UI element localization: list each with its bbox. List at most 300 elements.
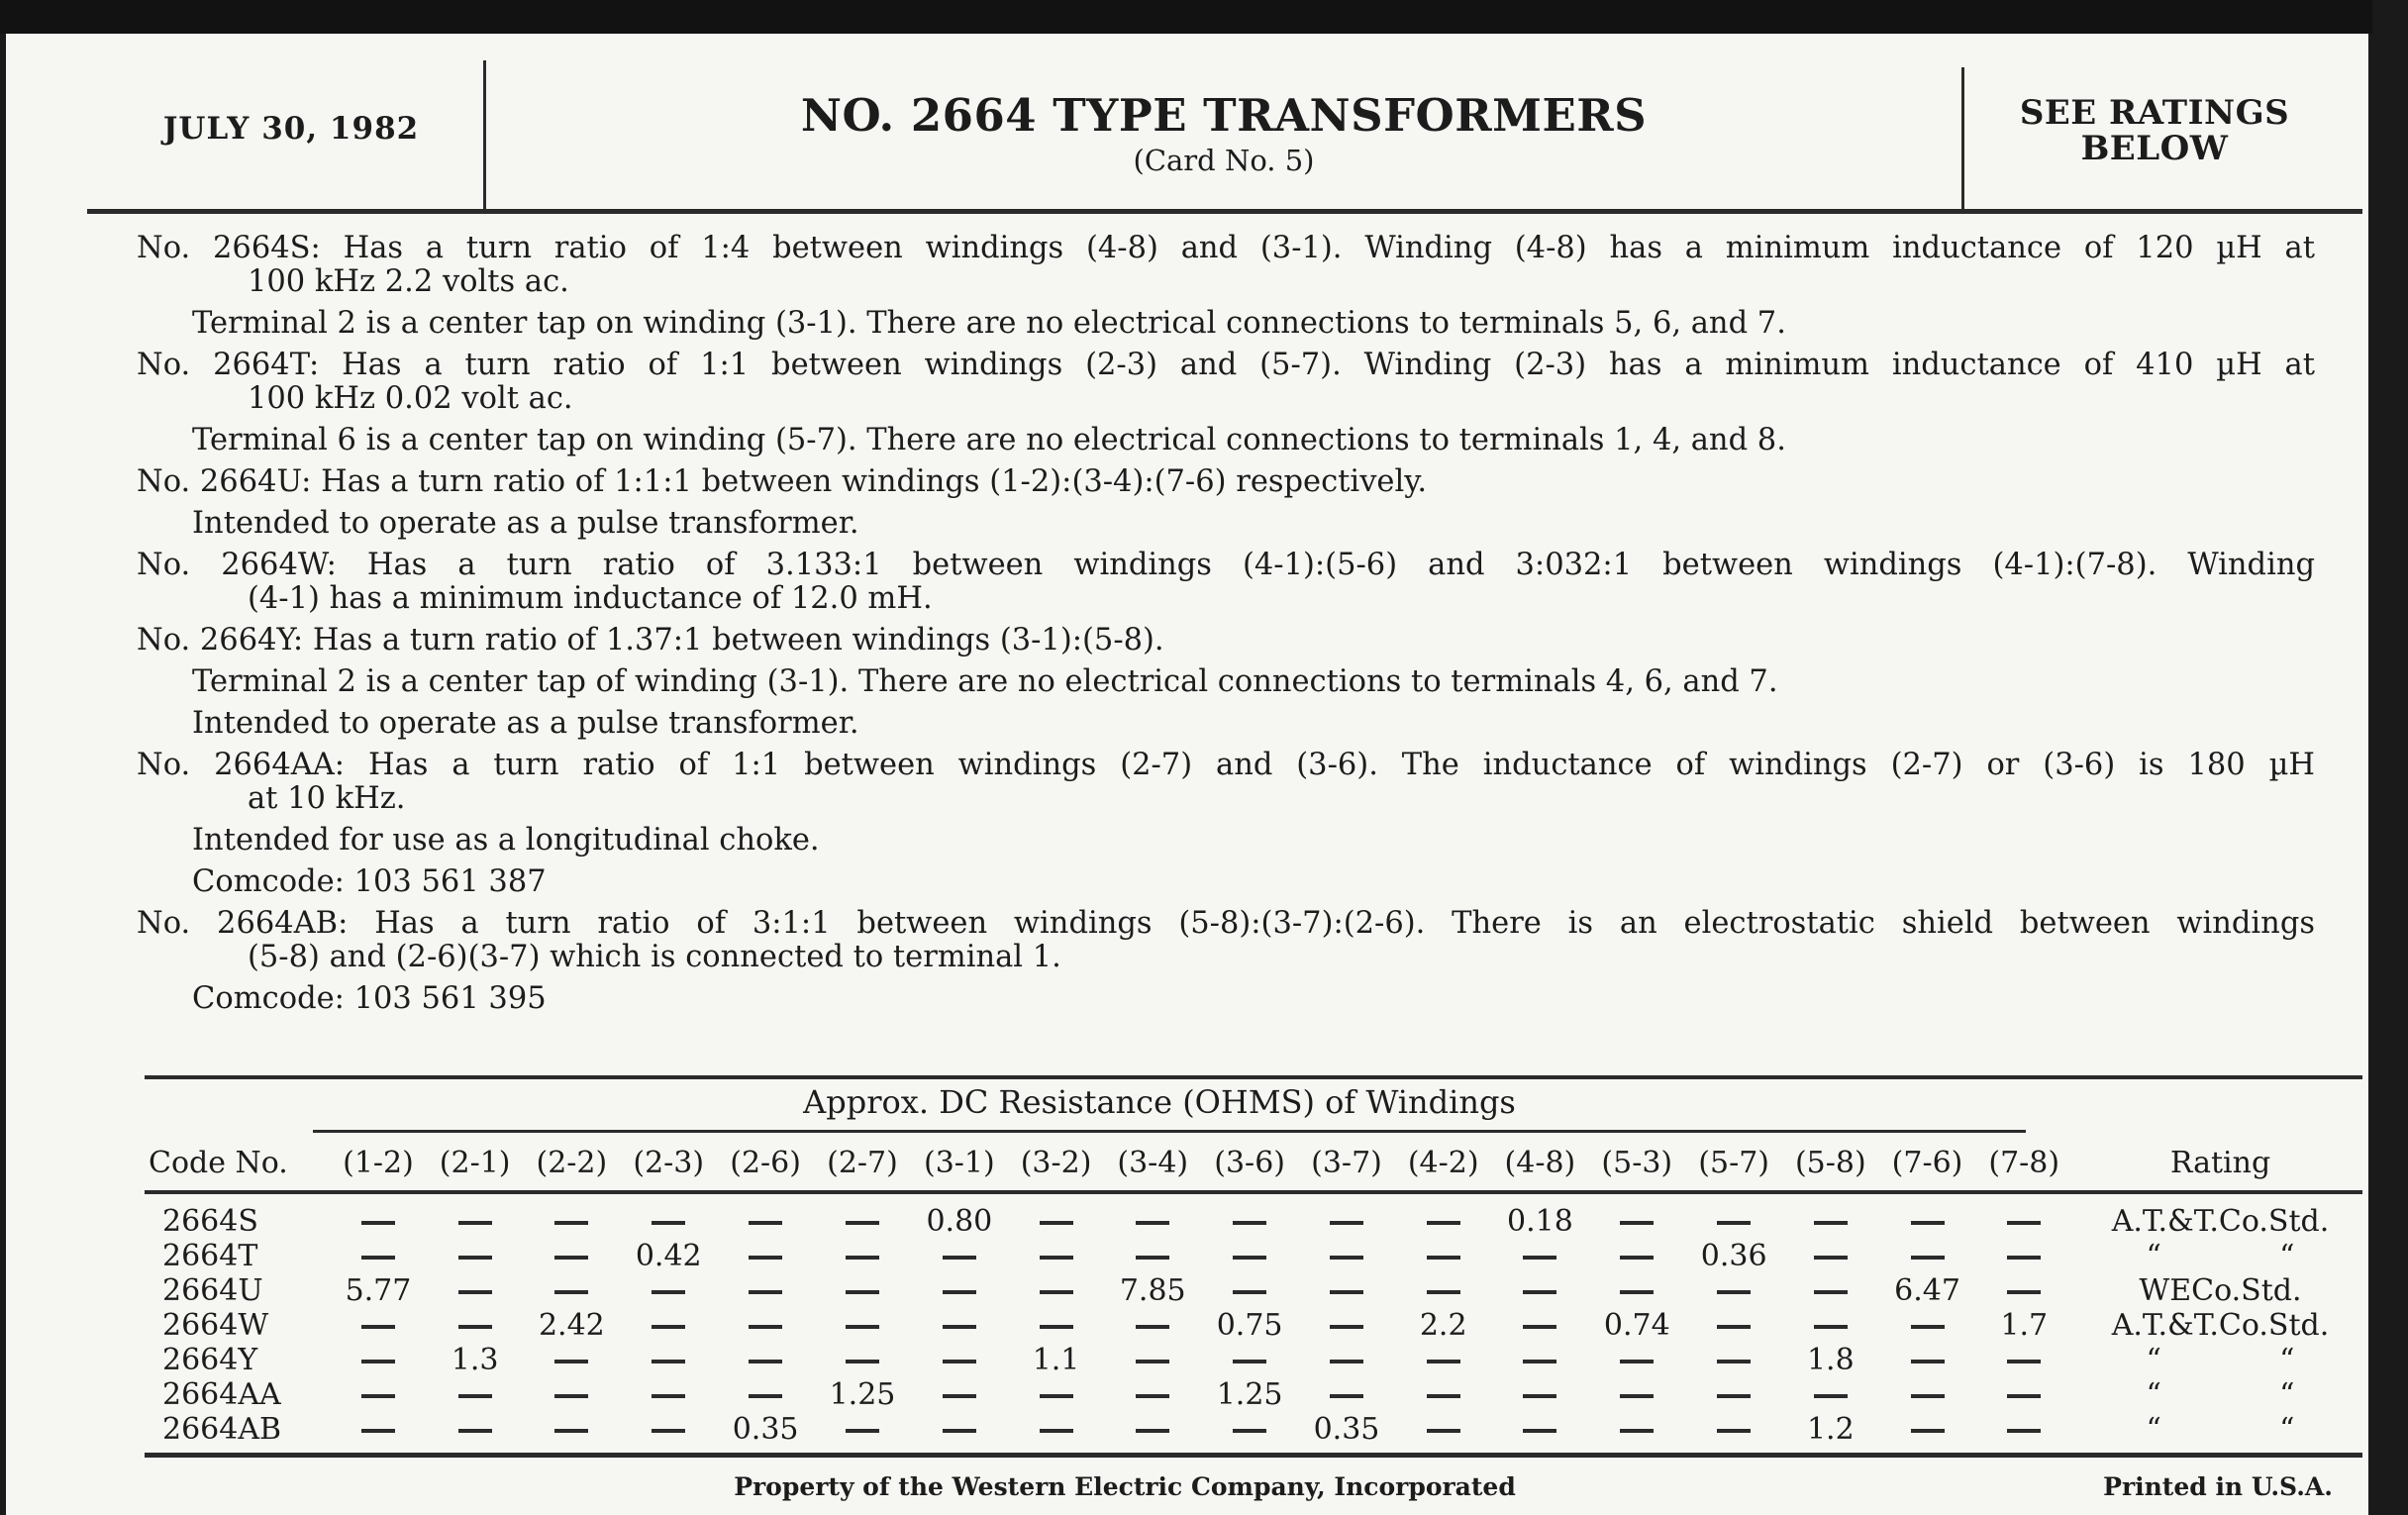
ditto-marks (2146, 1377, 2294, 1412)
empty-dash (652, 1325, 685, 1329)
code-cell: 2664W (162, 1308, 269, 1343)
resistance-cell (1588, 1190, 1685, 1239)
table-row (145, 1412, 2368, 1447)
table-row (145, 1239, 2368, 1273)
scanner-right-edge (2372, 0, 2408, 1515)
footer-printed: Printed in U.S.A. (2103, 1472, 2333, 1501)
spec-paragraph (137, 465, 2315, 541)
resistance-cell (1782, 1377, 1879, 1412)
spec-paragraph (137, 907, 2315, 1016)
ditto-mark: “ (2279, 1239, 2295, 1273)
spec-card (6, 34, 2368, 1515)
winding-column-header: (2-6) (730, 1145, 801, 1180)
empty-dash (1233, 1360, 1266, 1364)
empty-dash (1040, 1256, 1073, 1260)
resistance-cell (1491, 1273, 1588, 1308)
card-title: NO. 2664 TYPE TRANSFORMERS (800, 89, 1648, 142)
resistance-cell (1104, 1412, 1201, 1447)
empty-dash (361, 1429, 395, 1433)
rating-note-line1: SEE RATINGS (2019, 93, 2290, 133)
resistance-cell (717, 1377, 814, 1412)
spec-line: No. 2664AA: Has a turn ratio of 1:1 between windings (2-7) and (3-6). The inductance of windings (2-7) or (3-6) is 180 µH (137, 748, 2315, 782)
resistance-cell (717, 1239, 814, 1273)
winding-column-header: (3-2) (1020, 1145, 1092, 1180)
resistance-cell (330, 1377, 427, 1412)
resistance-cell (1008, 1273, 1105, 1308)
winding-column-header: (5-7) (1698, 1145, 1769, 1180)
spec-paragraph (137, 749, 2315, 899)
empty-dash (943, 1256, 976, 1260)
resistance-cell (1298, 1273, 1395, 1308)
empty-dash (1233, 1290, 1266, 1294)
winding-column-header: (7-8) (1988, 1145, 2060, 1180)
resistance-cell (717, 1273, 814, 1308)
ditto-mark: “ (2146, 1239, 2161, 1273)
spec-note: Intended to operate as a pulse transformer. (192, 506, 859, 541)
rating-text: WECo.Std. (2139, 1273, 2302, 1308)
resistance-cell (427, 1273, 524, 1308)
winding-column-header: (3-1) (924, 1145, 995, 1180)
empty-dash (1911, 1429, 1945, 1433)
empty-dash (943, 1360, 976, 1364)
resistance-cell (1782, 1190, 1879, 1239)
empty-dash (1233, 1256, 1266, 1260)
empty-dash (1330, 1325, 1363, 1329)
header-divider-right (1961, 67, 1964, 211)
table-row (145, 1377, 2368, 1412)
empty-dash (652, 1360, 685, 1364)
empty-dash (1040, 1325, 1073, 1329)
empty-dash (1427, 1221, 1460, 1225)
resistance-cell (330, 1308, 427, 1343)
rating-cell (2072, 1308, 2368, 1343)
code-column-header: Code No. (149, 1145, 288, 1180)
winding-column-header: (2-3) (633, 1145, 705, 1180)
empty-dash (1233, 1429, 1266, 1433)
empty-dash (1717, 1429, 1751, 1433)
resistance-cell (911, 1273, 1008, 1308)
empty-dash (554, 1221, 588, 1225)
empty-dash (1814, 1394, 1848, 1398)
spec-line: No. 2664AB: Has a turn ratio of 3:1:1 between windings (5-8):(3-7):(2-6). There is an electrostatic shield between windings (137, 906, 2315, 941)
resistance-cell (620, 1308, 717, 1343)
resistance-cell (717, 1190, 814, 1239)
description-body (137, 232, 2315, 1016)
resistance-cell: 1.2 (1806, 1412, 1855, 1447)
resistance-cell (1685, 1273, 1782, 1308)
ditto-mark: “ (2146, 1377, 2161, 1412)
empty-dash (1330, 1290, 1363, 1294)
empty-dash (1620, 1290, 1654, 1294)
empty-dash (1427, 1394, 1460, 1398)
spec-paragraph (137, 349, 2315, 457)
empty-dash (846, 1325, 879, 1329)
winding-column-header: (7-6) (1891, 1145, 1963, 1180)
resistance-cell: 1.25 (829, 1377, 896, 1412)
ditto-mark: “ (2279, 1412, 2295, 1447)
resistance-cell (1395, 1343, 1492, 1377)
resistance-cell (1879, 1412, 1976, 1447)
resistance-cell (1395, 1239, 1492, 1273)
empty-dash (458, 1429, 492, 1433)
rating-cell (2072, 1343, 2368, 1377)
resistance-cell (1104, 1343, 1201, 1377)
empty-dash (458, 1256, 492, 1260)
empty-dash (846, 1290, 879, 1294)
header-divider-left (483, 60, 486, 209)
code-cell: 2664U (162, 1273, 263, 1308)
resistance-cell (620, 1412, 717, 1447)
table-group-rule (313, 1130, 2026, 1133)
rating-text: A.T.&T.Co.Std. (2111, 1204, 2330, 1239)
spec-note: Comcode: 103 561 395 (192, 981, 547, 1016)
empty-dash (2007, 1221, 2041, 1225)
empty-dash (1040, 1221, 1073, 1225)
rating-text: A.T.&T.Co.Std. (2111, 1308, 2330, 1343)
resistance-cell: 1.8 (1806, 1343, 1855, 1377)
resistance-cell (1975, 1190, 2072, 1239)
header-rule (87, 209, 2362, 214)
empty-dash (943, 1325, 976, 1329)
empty-dash (1717, 1290, 1751, 1294)
resistance-cell (427, 1190, 524, 1239)
card-subtitle: (Card No. 5) (1133, 144, 1315, 177)
resistance-cell (1879, 1190, 1976, 1239)
empty-dash (361, 1256, 395, 1260)
spec-note: Comcode: 103 561 387 (192, 864, 547, 899)
resistance-cell (1201, 1190, 1298, 1239)
empty-dash (1040, 1394, 1073, 1398)
resistance-table (145, 1135, 2368, 1447)
empty-dash (1717, 1360, 1751, 1364)
empty-dash (2007, 1290, 2041, 1294)
winding-column-header: (3-6) (1214, 1145, 1285, 1180)
resistance-cell (1975, 1239, 2072, 1273)
empty-dash (1620, 1429, 1654, 1433)
empty-dash (361, 1325, 395, 1329)
ditto-marks (2146, 1343, 2294, 1377)
resistance-cell (1491, 1308, 1588, 1343)
resistance-cell (911, 1343, 1008, 1377)
empty-dash (943, 1429, 976, 1433)
empty-dash (1620, 1394, 1654, 1398)
resistance-cell (1879, 1308, 1976, 1343)
ditto-marks (2146, 1239, 2294, 1273)
empty-dash (1330, 1394, 1363, 1398)
resistance-cell (1104, 1239, 1201, 1273)
table-row (145, 1343, 2368, 1377)
resistance-cell (1685, 1412, 1782, 1447)
empty-dash (1717, 1325, 1751, 1329)
resistance-cell: 0.75 (1216, 1308, 1283, 1343)
resistance-cell: 0.35 (732, 1412, 799, 1447)
resistance-cell (1298, 1239, 1395, 1273)
winding-column-header: (3-7) (1311, 1145, 1382, 1180)
empty-dash (361, 1360, 395, 1364)
empty-dash (1427, 1256, 1460, 1260)
resistance-cell (1008, 1190, 1105, 1239)
table-row (145, 1273, 2368, 1308)
empty-dash (458, 1394, 492, 1398)
resistance-cell (1201, 1343, 1298, 1377)
code-cell: 2664Y (162, 1343, 258, 1377)
empty-dash (2007, 1256, 2041, 1260)
resistance-cell (620, 1343, 717, 1377)
empty-dash (1136, 1429, 1169, 1433)
spec-line: No. 2664W: Has a turn ratio of 3.133:1 between windings (4-1):(5-6) and 3:032:1 between windings (4-1):(7-8). Winding (137, 548, 2315, 582)
resistance-cell: 1.25 (1216, 1377, 1283, 1412)
rating-column-header: Rating (2169, 1145, 2271, 1180)
code-cell: 2664S (162, 1204, 258, 1239)
empty-dash (1523, 1360, 1556, 1364)
resistance-cell: 6.47 (1894, 1273, 1960, 1308)
resistance-cell (1975, 1273, 2072, 1308)
empty-dash (1136, 1325, 1169, 1329)
empty-dash (2007, 1394, 2041, 1398)
empty-dash (1427, 1360, 1460, 1364)
rating-note-line2: BELOW (2080, 129, 2229, 168)
table-title: Approx. DC Resistance (OHMS) of Windings (803, 1083, 1516, 1121)
empty-dash (1620, 1221, 1654, 1225)
empty-dash (361, 1394, 395, 1398)
empty-dash (1523, 1290, 1556, 1294)
resistance-cell (1975, 1377, 2072, 1412)
spec-line-continuation: 100 kHz 2.2 volts ac. (248, 264, 569, 299)
ditto-mark: “ (2146, 1343, 2161, 1377)
resistance-cell (330, 1190, 427, 1239)
empty-dash (554, 1290, 588, 1294)
resistance-cell (1782, 1239, 1879, 1273)
ditto-mark: “ (2279, 1377, 2295, 1412)
resistance-cell: 0.18 (1506, 1204, 1573, 1239)
resistance-cell (1975, 1343, 2072, 1377)
resistance-cell (1008, 1412, 1105, 1447)
empty-dash (1620, 1256, 1654, 1260)
empty-dash (2007, 1360, 2041, 1364)
table-header-row (145, 1135, 2368, 1190)
resistance-cell (1491, 1377, 1588, 1412)
resistance-cell (620, 1377, 717, 1412)
resistance-cell: 0.42 (635, 1239, 702, 1273)
code-cell: 2664T (162, 1239, 258, 1273)
resistance-cell (1201, 1239, 1298, 1273)
resistance-cell (1201, 1273, 1298, 1308)
resistance-cell (523, 1343, 620, 1377)
empty-dash (1136, 1394, 1169, 1398)
resistance-cell (1491, 1239, 1588, 1273)
winding-column-header: (5-3) (1601, 1145, 1673, 1180)
resistance-cell (620, 1190, 717, 1239)
empty-dash (554, 1256, 588, 1260)
spec-note: Intended to operate as a pulse transformer. (192, 706, 859, 741)
empty-dash (1427, 1290, 1460, 1294)
table-bottom-rule (145, 1453, 2362, 1458)
winding-column-header: (1-2) (343, 1145, 414, 1180)
scanner-top-edge (0, 0, 2408, 34)
resistance-cell (1588, 1377, 1685, 1412)
resistance-cell (1782, 1273, 1879, 1308)
resistance-cell (1491, 1343, 1588, 1377)
empty-dash (1911, 1256, 1945, 1260)
resistance-cell: 0.36 (1700, 1239, 1767, 1273)
resistance-cell (523, 1412, 620, 1447)
resistance-cell (1395, 1190, 1492, 1239)
code-cell: 2664AA (162, 1377, 281, 1412)
empty-dash (1523, 1394, 1556, 1398)
resistance-cell (1104, 1190, 1201, 1239)
table-row (145, 1190, 2368, 1239)
spec-note: Terminal 2 is a center tap on winding (3-1). There are no electrical connections to terminals 5, 6, and 7. (192, 306, 1786, 341)
empty-dash (554, 1360, 588, 1364)
empty-dash (652, 1290, 685, 1294)
rating-note (1976, 95, 2333, 166)
resistance-cell (1395, 1377, 1492, 1412)
spec-paragraph (137, 624, 2315, 741)
resistance-cell: 1.1 (1032, 1343, 1080, 1377)
empty-dash (1717, 1394, 1751, 1398)
empty-dash (749, 1394, 782, 1398)
rating-cell (2072, 1190, 2368, 1239)
resistance-cell (427, 1377, 524, 1412)
resistance-cell (1685, 1343, 1782, 1377)
resistance-cell: 0.74 (1603, 1308, 1670, 1343)
resistance-cell (1298, 1377, 1395, 1412)
footer-property: Property of the Western Electric Company, Incorporated (734, 1472, 1516, 1501)
resistance-cell (1588, 1273, 1685, 1308)
winding-column-header: (2-2) (536, 1145, 608, 1180)
empty-dash (943, 1394, 976, 1398)
spec-line: No. 2664S: Has a turn ratio of 1:4 between windings (4-8) and (3-1). Winding (4-8) has a minimum inductance of 120 µH at (137, 231, 2315, 265)
empty-dash (1330, 1360, 1363, 1364)
empty-dash (1911, 1221, 1945, 1225)
empty-dash (749, 1290, 782, 1294)
resistance-cell (330, 1343, 427, 1377)
empty-dash (2007, 1429, 2041, 1433)
rating-cell (2072, 1412, 2368, 1447)
empty-dash (1040, 1429, 1073, 1433)
spec-line: No. 2664Y: Has a turn ratio of 1.37:1 between windings (3-1):(5-8). (137, 623, 1164, 657)
resistance-cell (1975, 1412, 2072, 1447)
resistance-cell (1685, 1308, 1782, 1343)
resistance-cell (814, 1190, 911, 1239)
resistance-cell (523, 1190, 620, 1239)
resistance-cell: 2.42 (538, 1308, 605, 1343)
resistance-cell (1879, 1343, 1976, 1377)
empty-dash (1040, 1290, 1073, 1294)
resistance-cell (1685, 1377, 1782, 1412)
empty-dash (1717, 1221, 1751, 1225)
empty-dash (458, 1221, 492, 1225)
ditto-mark: “ (2146, 1412, 2161, 1447)
resistance-cell (620, 1273, 717, 1308)
empty-dash (943, 1290, 976, 1294)
resistance-cell (523, 1377, 620, 1412)
ditto-marks (2146, 1412, 2294, 1447)
resistance-cell (523, 1239, 620, 1273)
spec-paragraph (137, 232, 2315, 341)
resistance-cell (911, 1377, 1008, 1412)
empty-dash (652, 1429, 685, 1433)
resistance-cell (1782, 1308, 1879, 1343)
resistance-cell (1008, 1308, 1105, 1343)
empty-dash (1523, 1256, 1556, 1260)
resistance-cell: 1.3 (451, 1343, 499, 1377)
empty-dash (749, 1325, 782, 1329)
empty-dash (1523, 1429, 1556, 1433)
empty-dash (1233, 1221, 1266, 1225)
empty-dash (1911, 1325, 1945, 1329)
spec-line-continuation: (4-1) has a minimum inductance of 12.0 mH. (248, 581, 933, 616)
resistance-cell (911, 1308, 1008, 1343)
empty-dash (1620, 1360, 1654, 1364)
empty-dash (749, 1221, 782, 1225)
resistance-cell (1104, 1377, 1201, 1412)
resistance-cell (1491, 1412, 1588, 1447)
empty-dash (361, 1221, 395, 1225)
code-cell: 2664AB (162, 1412, 282, 1447)
empty-dash (554, 1429, 588, 1433)
rating-cell (2072, 1239, 2368, 1273)
resistance-cell (1008, 1239, 1105, 1273)
empty-dash (1911, 1394, 1945, 1398)
empty-dash (1814, 1290, 1848, 1294)
resistance-cell (1395, 1412, 1492, 1447)
winding-column-header: (3-4) (1117, 1145, 1189, 1180)
resistance-cell: 2.2 (1419, 1308, 1467, 1343)
empty-dash (1523, 1325, 1556, 1329)
empty-dash (1136, 1360, 1169, 1364)
spec-note: Terminal 6 is a center tap on winding (5-7). There are no electrical connections to terminals 1, 4, and 8. (192, 423, 1786, 457)
resistance-cell (911, 1239, 1008, 1273)
winding-column-header: (4-2) (1407, 1145, 1479, 1180)
spec-line-continuation: 100 kHz 0.02 volt ac. (248, 381, 573, 416)
resistance-cell (1685, 1190, 1782, 1239)
spec-line: No. 2664U: Has a turn ratio of 1:1:1 between windings (1-2):(3-4):(7-6) respectively. (137, 464, 1428, 499)
empty-dash (749, 1256, 782, 1260)
empty-dash (846, 1256, 879, 1260)
empty-dash (1427, 1429, 1460, 1433)
resistance-cell (1588, 1239, 1685, 1273)
resistance-cell (523, 1273, 620, 1308)
empty-dash (846, 1360, 879, 1364)
resistance-cell (814, 1412, 911, 1447)
resistance-cell: 7.85 (1119, 1273, 1186, 1308)
empty-dash (749, 1360, 782, 1364)
resistance-cell (330, 1239, 427, 1273)
resistance-cell (330, 1412, 427, 1447)
resistance-cell (1588, 1412, 1685, 1447)
empty-dash (1814, 1325, 1848, 1329)
winding-column-header: (4-8) (1504, 1145, 1576, 1180)
empty-dash (1136, 1221, 1169, 1225)
table-top-rule (145, 1075, 2362, 1079)
resistance-cell (814, 1273, 911, 1308)
resistance-cell (1588, 1343, 1685, 1377)
resistance-cell: 1.7 (2000, 1308, 2049, 1343)
empty-dash (1911, 1360, 1945, 1364)
winding-column-header: (5-8) (1794, 1145, 1866, 1180)
spec-line: No. 2664T: Has a turn ratio of 1:1 between windings (2-3) and (5-7). Winding (2-3) has a minimum inductance of 410 µH at (137, 348, 2315, 382)
resistance-cell (427, 1308, 524, 1343)
empty-dash (458, 1325, 492, 1329)
table-row (145, 1308, 2368, 1343)
resistance-cell: 5.77 (345, 1273, 412, 1308)
spec-note: Intended for use as a longitudinal choke. (192, 823, 820, 858)
empty-dash (1814, 1256, 1848, 1260)
resistance-cell (1298, 1343, 1395, 1377)
empty-dash (554, 1394, 588, 1398)
resistance-cell (1298, 1308, 1395, 1343)
